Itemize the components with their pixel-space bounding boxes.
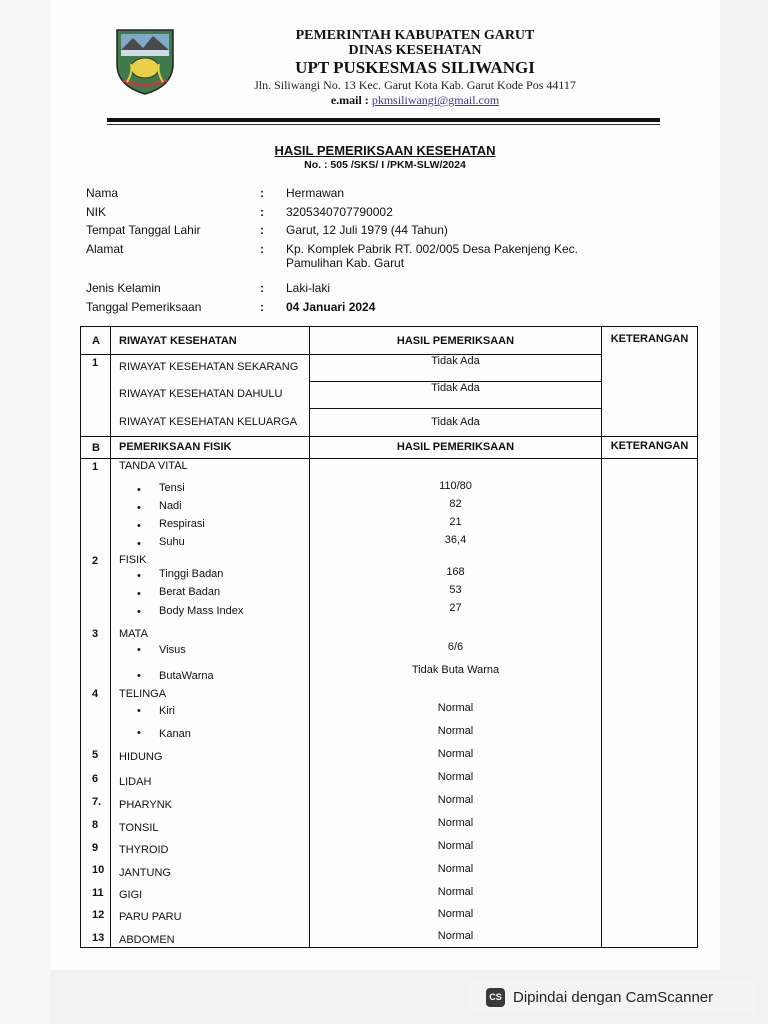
- identity-colon: :: [260, 281, 264, 295]
- document-number: No. : 505 /SKS/ I /PKM-SLW/2024: [304, 159, 466, 171]
- section-a-title: RIWAYAT KESEHATAN: [119, 335, 237, 347]
- group-title: TELINGA: [119, 688, 167, 700]
- identity-colon: :: [260, 223, 264, 237]
- bullet-icon: •: [137, 502, 141, 514]
- exam-item-value: 27: [449, 602, 462, 614]
- identity-label: Nama: [86, 186, 119, 200]
- exam-value: Normal: [437, 817, 474, 829]
- email-link[interactable]: pkmsiliwangi@gmail.com: [371, 93, 500, 107]
- exam-item-label: Tinggi Badan: [159, 568, 224, 580]
- email-label: e.mail :: [330, 93, 369, 107]
- scanner-watermark: [470, 981, 756, 1013]
- history-value: Tidak Ada: [431, 416, 480, 428]
- exam-item-value: Tidak Buta Warna: [411, 664, 500, 676]
- exam-label: GIGI: [119, 889, 143, 901]
- exam-number: 11: [92, 887, 104, 899]
- section-a-result-header: HASIL PEMERIKSAAN: [396, 335, 515, 347]
- table-border: [309, 408, 602, 409]
- exam-value: Normal: [437, 840, 474, 852]
- watermark-text: Dipindai dengan CamScanner: [513, 988, 714, 1006]
- table-border: [110, 326, 111, 948]
- table-border: [80, 326, 81, 948]
- bullet-icon: •: [137, 606, 141, 618]
- exam-results-table: [80, 326, 698, 948]
- history-value: Tidak Ada: [431, 382, 480, 394]
- identity-value: Hermawan: [286, 186, 345, 200]
- exam-item-value: 110/80: [439, 480, 472, 492]
- exam-item-label: Tensi: [159, 482, 185, 494]
- exam-item-label: Suhu: [159, 536, 185, 548]
- exam-item-label: Kiri: [159, 705, 175, 717]
- bullet-icon: •: [137, 670, 141, 682]
- exam-item-label: Nadi: [159, 500, 182, 512]
- history-label: RIWAYAT KESEHATAN KELUARGA: [119, 416, 298, 428]
- exam-number: 5: [92, 749, 99, 761]
- exam-number: 12: [92, 909, 105, 921]
- exam-item-label: Berat Badan: [159, 586, 221, 598]
- identity-colon: :: [260, 242, 264, 256]
- table-border: [80, 326, 698, 327]
- identity-label: Jenis Kelamin: [86, 281, 161, 295]
- bullet-icon: •: [137, 588, 141, 600]
- bullet-icon: •: [137, 644, 141, 656]
- exam-item-label: ButaWarna: [159, 670, 214, 682]
- exam-item-value: 82: [449, 498, 462, 510]
- table-border: [697, 326, 698, 948]
- letterhead-email: [200, 93, 630, 108]
- group-number: 3: [92, 628, 99, 640]
- section-a-note-header: KETERANGAN: [610, 333, 689, 345]
- identity-label: Tanggal Pemeriksaan: [86, 300, 202, 314]
- exam-item-label: Respirasi: [159, 518, 205, 530]
- exam-item-label: Body Mass Index: [159, 605, 244, 617]
- garut-regency-emblem-icon: [113, 24, 177, 96]
- section-a-code: A: [92, 335, 100, 347]
- identity-label: Alamat: [86, 242, 124, 256]
- exam-label: TONSIL: [119, 822, 159, 834]
- exam-label: ABDOMEN: [119, 934, 175, 946]
- identity-value: 04 Januari 2024: [286, 300, 376, 314]
- exam-item-value: 168: [446, 566, 465, 578]
- exam-label: PHARYNK: [119, 799, 172, 811]
- exam-number: 6: [92, 773, 99, 785]
- exam-value: Normal: [437, 771, 474, 783]
- identity-value: [286, 242, 616, 270]
- scan-margin: [0, 0, 50, 1024]
- bullet-icon: •: [137, 705, 141, 717]
- table-border: [601, 326, 602, 948]
- exam-number: 7.: [92, 796, 102, 808]
- exam-label: THYROID: [119, 844, 169, 856]
- history-label: RIWAYAT KESEHATAN DAHULU: [119, 388, 283, 400]
- group-number: 2: [92, 555, 99, 567]
- exam-item-label: Kanan: [159, 728, 191, 740]
- exam-item-value: 36,4: [444, 534, 467, 546]
- group-number: 1: [92, 461, 99, 473]
- camscanner-icon: CS: [486, 988, 505, 1007]
- letterhead-government: PEMERINTAH KABUPATEN GARUT: [295, 28, 535, 43]
- group-title: MATA: [119, 628, 148, 640]
- identity-label: Tempat Tanggal Lahir: [86, 223, 201, 237]
- history-label: RIWAYAT KESEHATAN SEKARANG: [119, 361, 299, 373]
- exam-item-value: Normal: [437, 702, 474, 714]
- document-title: HASIL PEMERIKSAAN KESEHATAN: [274, 143, 496, 158]
- identity-value: Garut, 12 Juli 1979 (44 Tahun): [286, 223, 448, 237]
- history-value: Tidak Ada: [431, 355, 480, 367]
- section-b-code: B: [92, 442, 100, 454]
- section-a-row-number: 1: [92, 357, 99, 369]
- bullet-icon: •: [137, 520, 141, 532]
- letterhead-address: Jln. Siliwangi No. 13 Kec. Garut Kota Kab. Garut Kode Pos 44117: [254, 78, 576, 92]
- exam-item-value: Normal: [437, 725, 474, 737]
- exam-label: JANTUNG: [119, 867, 171, 879]
- exam-value: Normal: [437, 886, 474, 898]
- address-line-1: Kp. Komplek Pabrik RT. 002/005 Desa Pakenjeng Kec.: [286, 242, 578, 256]
- address-line-2: Pamulihan Kab. Garut: [286, 256, 405, 270]
- bullet-icon: •: [137, 570, 141, 582]
- exam-value: Normal: [437, 748, 474, 760]
- group-title: FISIK: [119, 554, 147, 566]
- identity-colon: :: [260, 186, 264, 200]
- section-b-result-header: HASIL PEMERIKSAAN: [396, 441, 515, 453]
- section-b-note-header: KETERANGAN: [610, 440, 689, 452]
- section-b-title: PEMERIKSAAN FISIK: [119, 441, 232, 453]
- exam-number: 10: [92, 864, 105, 876]
- exam-item-label: Visus: [159, 644, 186, 656]
- identity-label: NIK: [86, 205, 107, 219]
- identity-colon: :: [260, 300, 264, 314]
- bullet-icon: •: [137, 727, 141, 739]
- exam-label: LIDAH: [119, 776, 152, 788]
- letterhead: [200, 28, 630, 108]
- identity-value: Laki-laki: [286, 281, 331, 295]
- exam-number: 13: [92, 932, 105, 944]
- letterhead-clinic: UPT PUSKESMAS SILIWANGI: [295, 58, 535, 77]
- exam-value: Normal: [437, 863, 474, 875]
- exam-item-value: 53: [449, 584, 462, 596]
- exam-number: 9: [92, 842, 99, 854]
- exam-value: Normal: [437, 794, 474, 806]
- identity-colon: :: [260, 205, 264, 219]
- exam-label: HIDUNG: [119, 751, 163, 763]
- group-number: 4: [92, 688, 99, 700]
- exam-item-value: 21: [449, 516, 462, 528]
- table-border: [80, 436, 698, 437]
- exam-value: Normal: [437, 930, 474, 942]
- table-border: [80, 458, 698, 459]
- bullet-icon: •: [137, 484, 141, 496]
- exam-number: 8: [92, 819, 99, 831]
- table-border: [80, 947, 698, 948]
- letterhead-rule-thick: [107, 118, 660, 122]
- letterhead-agency: DINAS KESEHATAN: [348, 43, 482, 58]
- identity-value: 3205340707790002: [286, 205, 393, 219]
- group-title: TANDA VITAL: [119, 460, 188, 472]
- letterhead-rule-thin: [107, 124, 660, 125]
- exam-value: Normal: [437, 908, 474, 920]
- exam-item-value: 6/6: [447, 641, 464, 653]
- bullet-icon: •: [137, 538, 141, 550]
- exam-label: PARU PARU: [119, 911, 182, 923]
